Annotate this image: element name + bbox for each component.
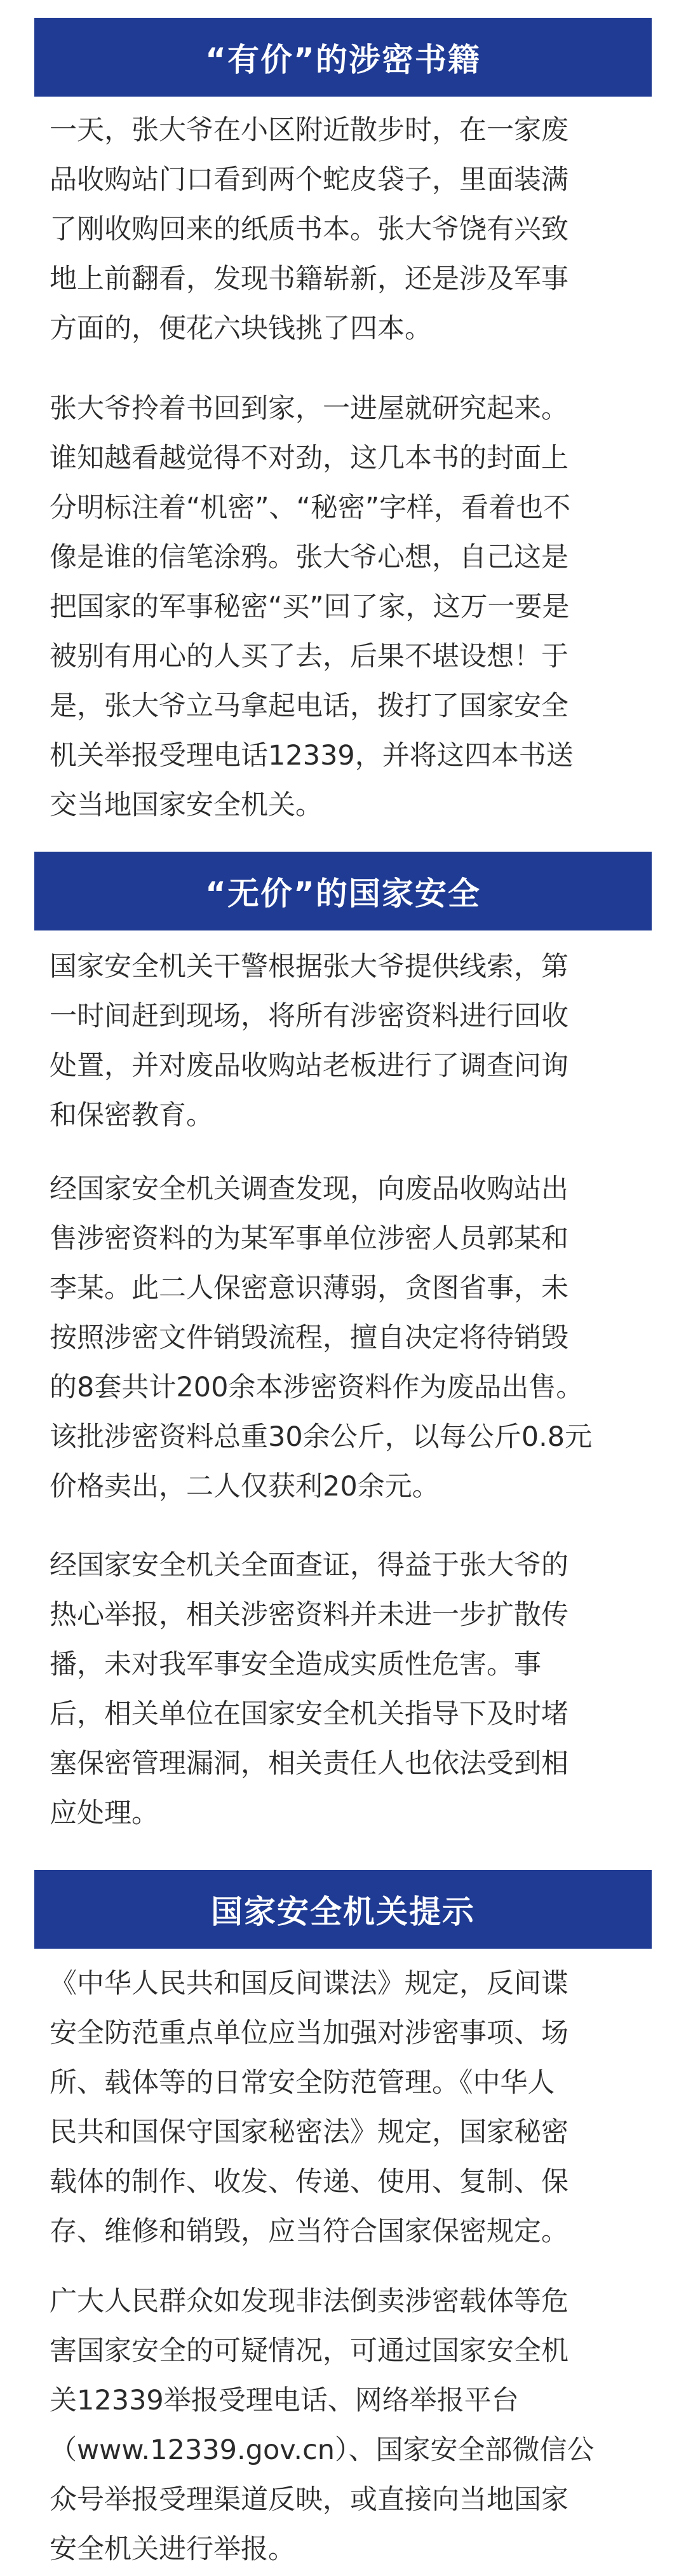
section-3-title-banner: 国家安全机关提示 [34, 1870, 652, 1949]
text-line: 热心举报，相关涉密资料并未进一步扩散传 [50, 1599, 568, 1631]
text-line: 机关举报受理电话12339，并将这四本书送 [50, 740, 574, 772]
text-line: 安全机关进行举报。 [50, 2533, 295, 2565]
text-line: 售涉密资料的为某军事单位涉密人员郭某和 [50, 1223, 568, 1255]
text-line: 《中华人民共和国反间谍法》规定，反间谍 [50, 1968, 568, 2000]
section-2-title-banner: “无价”的国家安全 [34, 852, 652, 930]
text-line: 谁知越看越觉得不对劲，这几本书的封面上 [50, 442, 568, 474]
text-line: 是，张大爷立马拿起电话，拨打了国家安全 [50, 690, 568, 722]
text-line: 国家安全机关干警根据张大爷提供线索，第 [50, 951, 568, 983]
text-line: 被别有用心的人买了去，后果不堪设想！于 [50, 641, 568, 672]
text-line: 了刚收购回来的纸质书本。张大爷饶有兴致 [50, 214, 568, 245]
text-line: 关12339举报受理电话、网络举报平台 [50, 2385, 519, 2416]
text-line: 众号举报受理渠道反映，或直接向当地国家 [50, 2484, 568, 2516]
text-line: 一天，张大爷在小区附近散步时，在一家废 [50, 114, 568, 146]
section-3-paragraph-2 [50, 2277, 636, 2574]
section-1-paragraph-1 [50, 106, 636, 353]
section-3-paragraph-1 [50, 1959, 636, 2256]
text-line: 品收购站门口看到两个蛇皮袋子，里面装满 [50, 164, 568, 196]
text-line: 所、载体等的日常安全防范管理。《中华人 [50, 2067, 555, 2099]
text-line: 把国家的军事秘密“买”回了家，这万一要是 [50, 591, 570, 623]
text-line: 存、维修和销毁，应当符合国家保密规定。 [50, 2216, 568, 2247]
text-line: 一时间赶到现场，将所有涉密资料进行回收 [50, 1000, 568, 1032]
text-line: 广大人民群众如发现非法倒卖涉密载体等危 [50, 2286, 568, 2317]
text-line: 方面的，便花六块钱挑了四本。 [50, 313, 432, 344]
text-line: 张大爷拎着书回到家，一进屋就研究起来。 [50, 393, 568, 425]
text-line: 价格卖出，二人仅获利20余元。 [50, 1471, 440, 1503]
text-line: 民共和国保守国家秘密法》规定，国家秘密 [50, 2116, 568, 2148]
text-line: 分明标注着“机密”、“秘密”字样，看着也不 [50, 492, 571, 524]
text-line: 塞保密管理漏洞，相关责任人也依法受到相 [50, 1748, 568, 1780]
section-1-paragraph-2 [50, 384, 636, 830]
text-line: 该批涉密资料总重30余公斤，以每公斤0.8元 [50, 1421, 593, 1453]
text-line: 交当地国家安全机关。 [50, 789, 323, 821]
text-line: （www.12339.gov.cn）、国家安全部微信公 [50, 2434, 595, 2466]
section-2-paragraph-2 [50, 1164, 636, 1511]
text-line: 和保密教育。 [50, 1100, 213, 1131]
text-line: 害国家安全的可疑情况，可通过国家安全机 [50, 2335, 568, 2367]
text-line: 李某。此二人保密意识薄弱，贪图省事，未 [50, 1272, 568, 1304]
text-line: 像是谁的信笔涂鸦。张大爷心想，自己这是 [50, 542, 568, 573]
text-line: 地上前翻看，发现书籍崭新，还是涉及军事 [50, 263, 568, 295]
text-line: 处置，并对废品收购站老板进行了调查问询 [50, 1050, 568, 1082]
text-line: 后，相关单位在国家安全机关指导下及时堵 [50, 1698, 568, 1730]
text-line: 载体的制作、收发、传递、使用、复制、保 [50, 2166, 568, 2198]
text-line: 安全防范重点单位应当加强对涉密事项、场 [50, 2017, 568, 2049]
text-line: 经国家安全机关调查发现，向废品收购站出 [50, 1173, 568, 1205]
text-line: 播，未对我军事安全造成实质性危害。事 [50, 1649, 541, 1680]
text-line: 经国家安全机关全面查证，得益于张大爷的 [50, 1550, 568, 1581]
section-2-paragraph-1 [50, 942, 636, 1140]
section-1-title-banner: “有价”的涉密书籍 [34, 18, 652, 97]
text-line: 应处理。 [50, 1797, 159, 1829]
text-line: 按照涉密文件销毁流程，擅自决定将待销毁 [50, 1322, 568, 1354]
section-2-paragraph-3 [50, 1541, 636, 1838]
text-line: 的8套共计200余本涉密资料作为废品出售。 [50, 1372, 584, 1403]
